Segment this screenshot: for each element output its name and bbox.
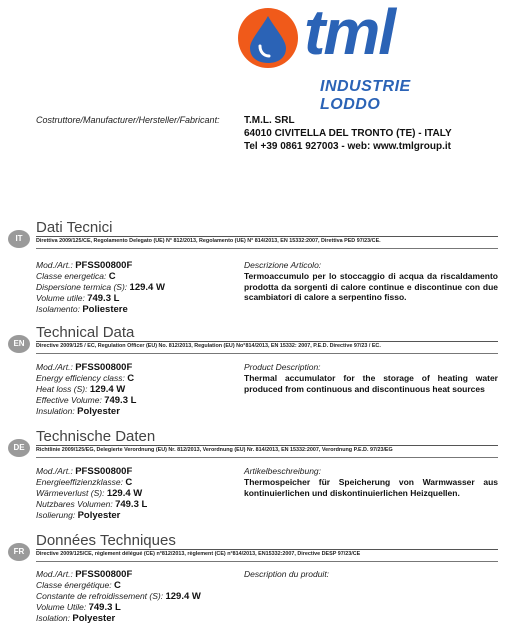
spec-list — [36, 260, 236, 315]
loss-label: Heat loss (S): — [36, 384, 88, 394]
section-rule — [36, 236, 498, 237]
section-title: Technische Daten — [36, 428, 156, 445]
description-text: Thermospeicher für Speicherung von Warmwasser aus kontinuierlichen und diskontinuierlichen Heizquellen. — [244, 477, 498, 498]
insulation-value: Polyester — [77, 406, 120, 417]
section-rule-lower — [36, 248, 498, 249]
manufacturer-info — [244, 114, 452, 153]
volume-label: Nutzbares Volumen: — [36, 499, 113, 509]
loss-value: 129.4 W — [129, 282, 165, 293]
directive-text: Richtlinie 2009/125/EG, Delegierte Verordnung (EU) Nr. 812/2013, Verordnung (EU) Nr. 814/2013, EN 15332:2007, Verordnung P.E.D. 97/23/EG — [36, 447, 393, 453]
volume-label: Volume Utile: — [36, 602, 87, 612]
spec-list — [36, 362, 236, 417]
loss-value: 129.4 W — [106, 488, 143, 499]
manufacturer-address: 64010 CIVITELLA DEL TRONTO (TE) - ITALY — [244, 128, 452, 139]
model-value: PFSS00800F — [75, 362, 133, 373]
description-label: Artikelbeschreibung: — [244, 466, 322, 476]
company-logo — [238, 0, 448, 113]
energy-value: C — [113, 580, 121, 591]
energy-value: C — [127, 373, 135, 384]
loss-label: Dispersione termica (S): — [36, 282, 128, 292]
spec-list — [36, 466, 236, 521]
language-badge: EN — [8, 335, 30, 353]
description-text: Thermal accumulator for the storage of heating water produced from continuous and discontinuous heat sources — [244, 373, 498, 394]
model-value: PFSS00800F — [75, 466, 133, 477]
description-text: Termoaccumulo per lo stoccaggio di acqua da riscaldamento prodotta da sorgenti di calore continue e discontinue con due scambiatori di calore a serpentino fisso. — [244, 271, 498, 302]
description-label: Description du produit: — [244, 569, 330, 579]
volume-label: Effective Volume: — [36, 395, 102, 405]
energy-label: Classe energetica: — [36, 271, 107, 281]
manufacturer-name: T.M.L. SRL — [244, 115, 295, 126]
insulation-label: Insulation: — [36, 406, 75, 416]
insulation-value: Polyester — [72, 613, 116, 624]
description-label: Descrizione Articolo: — [244, 260, 322, 270]
insulation-value: Polyester — [77, 510, 121, 521]
section-title: Dati Tecnici — [36, 219, 113, 236]
volume-value: 749.3 L — [87, 293, 120, 304]
insulation-label: Isolamento: — [36, 304, 80, 314]
directive-text: Directive 2009/125/CE, règlement délégué (CE) n°812/2013, règlement (CE) n°814/2013, EN15332:2007, Directive DESP 97/23/CE — [36, 551, 361, 557]
energy-value: C — [125, 477, 133, 488]
description-label: Product Description: — [244, 362, 321, 372]
manufacturer-label: Costruttore/Manufacturer/Hersteller/Fabricant: — [36, 115, 220, 125]
energy-label: Energy efficiency class: — [36, 373, 125, 383]
section-rule-lower — [36, 353, 498, 354]
spec-list — [36, 569, 236, 624]
directive-text: Directive 2009/125 / EC, Regulation Officer (EU) No. 812/2013, Regulation (EU) No°814/2013, EN 15332: 2007, P.E.D. Directive 97/23 / EC. — [36, 343, 381, 349]
loss-value: 129.4 W — [89, 384, 126, 395]
section-rule — [36, 445, 498, 446]
water-drop-icon — [246, 14, 290, 64]
volume-value: 749.3 L — [115, 499, 148, 510]
energy-label: Classe énergétique: — [36, 580, 112, 590]
logo-subtitle: INDUSTRIE LODDO — [320, 78, 411, 113]
energy-value: C — [108, 271, 116, 282]
loss-label: Wärmeverlust (S): — [36, 488, 105, 498]
section-rule — [36, 341, 498, 342]
language-badge: DE — [8, 439, 30, 457]
section-title: Données Techniques — [36, 532, 176, 549]
model-value: PFSS00800F — [75, 569, 133, 580]
section-rule-lower — [36, 561, 498, 562]
logo-wordmark: tml — [304, 0, 394, 68]
insulation-label: Isolation: — [36, 613, 71, 623]
insulation-value: Poliestere — [82, 304, 128, 315]
section-rule — [36, 549, 498, 550]
model-label: Mod./Art.: — [36, 569, 73, 579]
model-label: Mod./Art.: — [36, 362, 73, 372]
model-label: Mod./Art.: — [36, 466, 73, 476]
volume-value: 749.3 L — [104, 395, 137, 406]
language-badge: IT — [8, 230, 30, 248]
section-rule-lower — [36, 457, 498, 458]
volume-label: Volume utile: — [36, 293, 85, 303]
loss-label: Constante de refroidissement (S): — [36, 591, 164, 601]
insulation-label: Isolierung: — [36, 510, 76, 520]
volume-value: 749.3 L — [88, 602, 121, 613]
energy-label: Energieeffizienzklasse: — [36, 477, 123, 487]
model-label: Mod./Art.: — [36, 260, 73, 270]
section-title: Technical Data — [36, 324, 135, 341]
language-badge: FR — [8, 543, 30, 561]
directive-text: Direttiva 2009/125/CE, Regolamento Delegato (UE) N° 812/2013, Regolamento (UE) N° 814/2013, EN 15332:2007, Direttiva PED 97/23/CE. — [36, 238, 381, 244]
manufacturer-contact: Tel +39 0861 927003 - web: www.tmlgroup.it — [244, 141, 452, 152]
model-value: PFSS00800F — [75, 260, 133, 271]
loss-value: 129.4 W — [165, 591, 201, 602]
